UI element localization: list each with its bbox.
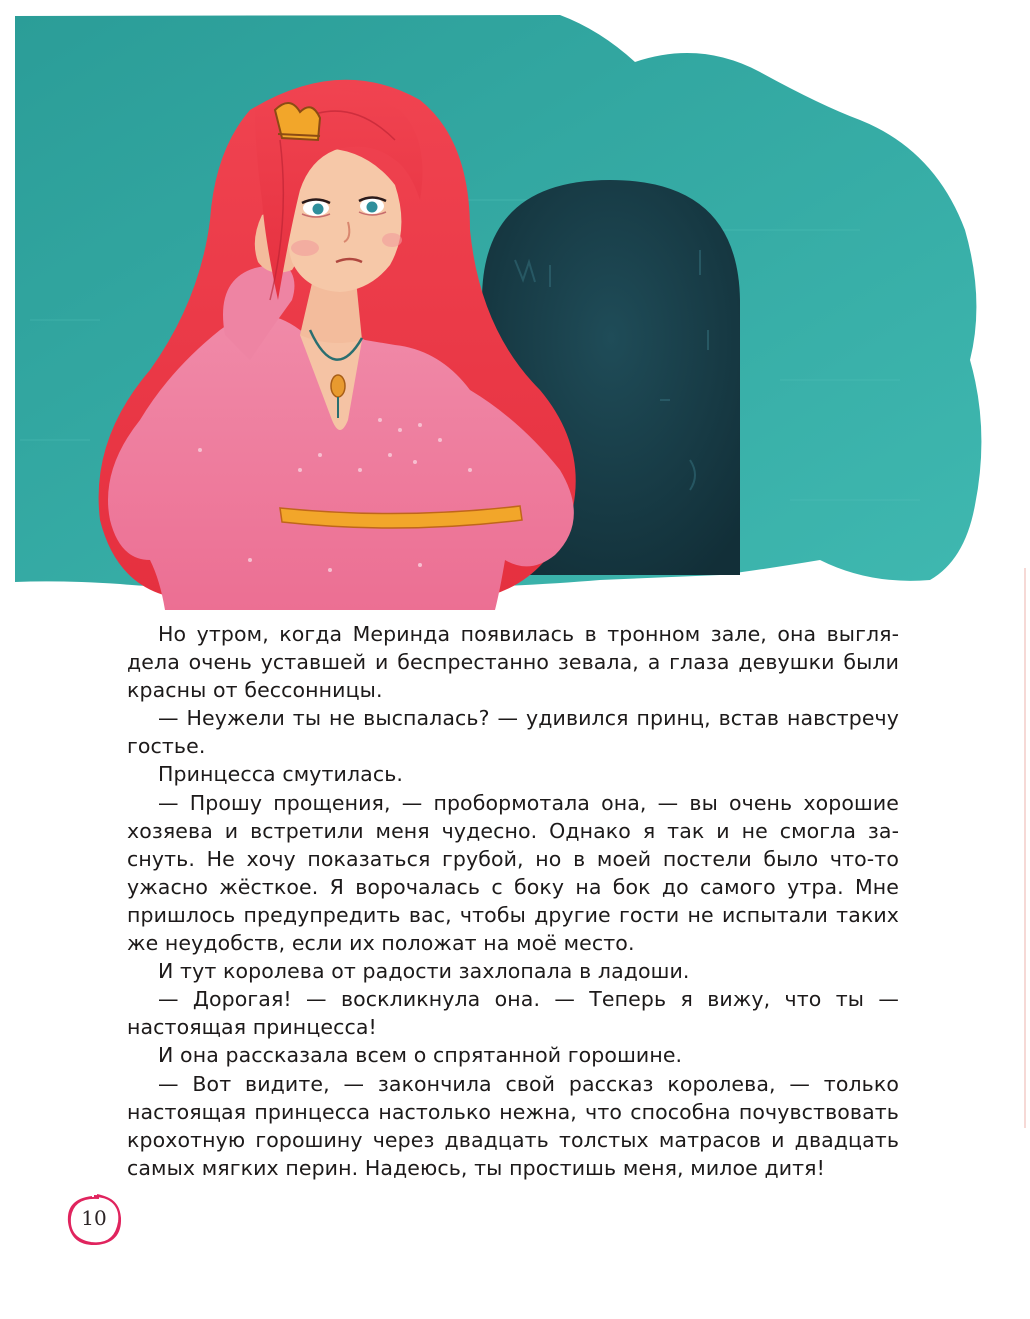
paragraph: — Неужели ты не выспалась? — удивился принц, встав навстречу гостье. <box>127 706 899 759</box>
page-edge-line <box>1024 568 1026 1128</box>
paragraph: Принцесса смутилась. <box>158 762 404 787</box>
paragraph: И она рассказала всем о спрятанной горошине. <box>158 1043 683 1068</box>
story-text <box>127 620 899 1182</box>
paragraph: — Дорогая! — воскликнула она. — Теперь я вижу, что ты — настоящая принцесса! <box>127 987 899 1040</box>
paragraph: — Вот видите, — закончила свой рассказ королева, — только настоящая принцесса настолько нежна, что способна почувствовать крохотную горошину через двадцать толстых матрасов и двадцать самых мягких перин. Надеюсь, ты простишь меня, милое дитя! <box>127 1071 899 1180</box>
pendant <box>331 375 345 397</box>
paragraph: И тут королева от радости захлопала в ладоши. <box>158 959 690 984</box>
princess-illustration <box>0 0 1030 610</box>
paragraph: Но утром, когда Меринда появилась в тронном зале, она выглядела очень уставшей и беспрестанно зевала, а глаза девушки были красны от бессонницы. <box>127 622 899 703</box>
illustration-art <box>0 0 1030 610</box>
paragraph: — Прошу прощения, — пробормотала она, — вы очень хорошие хозяева и встретили меня чудесно. Однако я так и не смогла заснуть. Не хочу показаться грубой, но в моей постели было что-то ужасно жёсткое. Я ворочалась с боку на бок до самого утра. Мне пришлось предупредить вас, чтобы другие гости не испытали таких же неудобств, если их положат на моё место. <box>127 790 899 956</box>
hair-clip <box>275 103 320 140</box>
page-number: 10 <box>81 1206 107 1230</box>
page-number-badge <box>64 1192 124 1248</box>
